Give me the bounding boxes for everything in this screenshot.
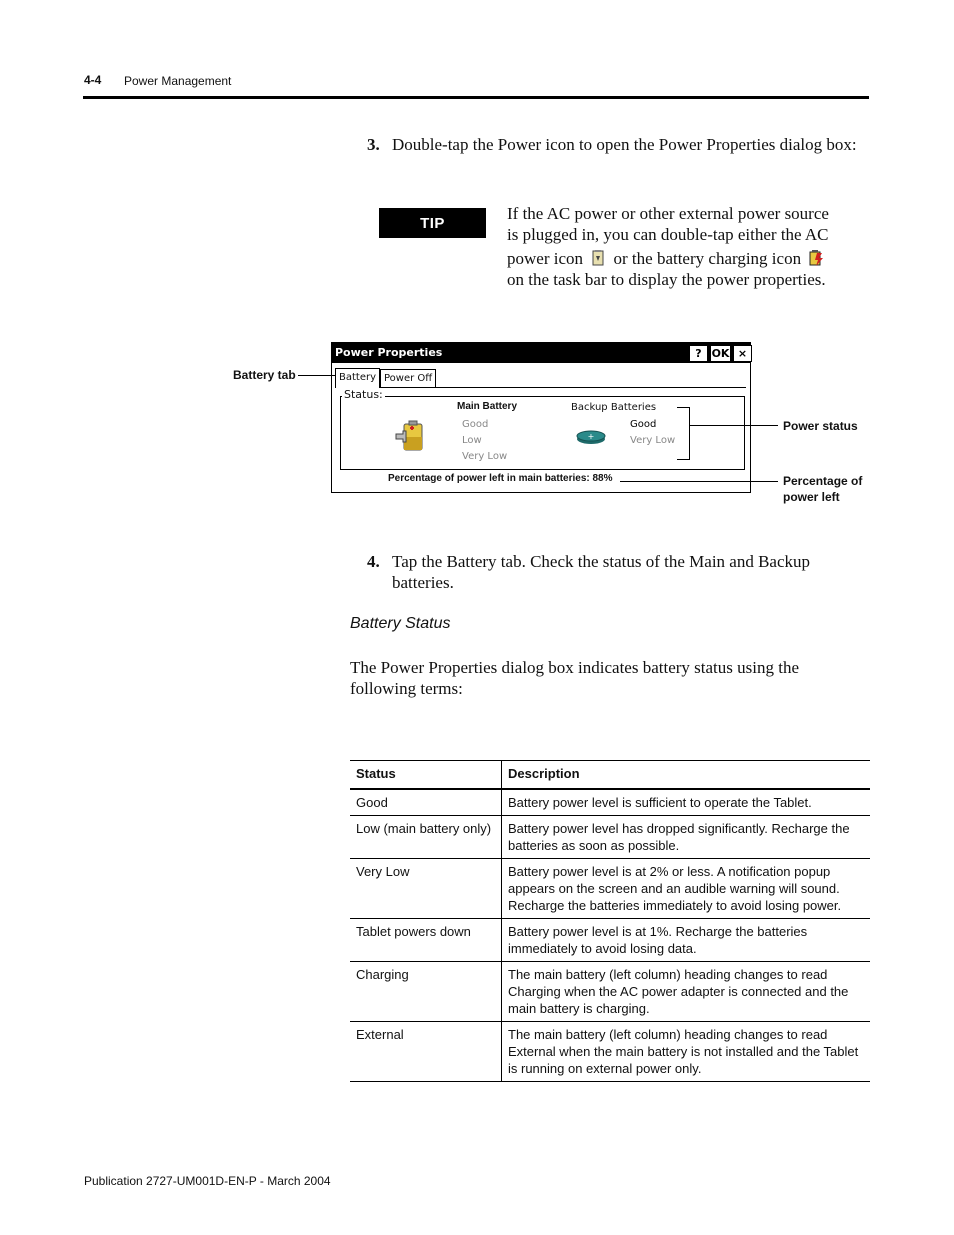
callout-percentage-line-2: power left bbox=[783, 490, 840, 504]
table-header-row bbox=[350, 761, 870, 790]
step-3-text: Double-tap the Power icon to open the Power Properties dialog box: bbox=[392, 135, 857, 154]
publication-footer: Publication 2727-UM001D-EN-P - March 2004 bbox=[84, 1174, 331, 1188]
ac-power-icon bbox=[589, 249, 607, 267]
close-button[interactable]: × bbox=[733, 345, 752, 362]
ok-button[interactable]: OK bbox=[711, 347, 730, 360]
intro-paragraph: The Power Properties dialog box indicates battery status using the following terms: bbox=[350, 658, 799, 698]
table-row bbox=[350, 1022, 870, 1082]
status-cell: Low (main battery only) bbox=[350, 816, 502, 859]
callout-battery-tab-line bbox=[298, 375, 337, 376]
table-row bbox=[350, 962, 870, 1022]
table-row bbox=[350, 919, 870, 962]
description-cell: Battery power level is at 1%. Recharge the batteries immediately to avoid losing data. bbox=[502, 919, 871, 962]
main-level-low: Low bbox=[462, 435, 482, 446]
description-cell: The main battery (left column) heading changes to read Charging when the AC power adapter is connected and the main battery is charging. bbox=[502, 962, 871, 1022]
backup-battery-icon bbox=[576, 429, 606, 449]
callout-percentage bbox=[783, 473, 862, 505]
tab-baseline bbox=[335, 387, 746, 388]
status-cell: External bbox=[350, 1022, 502, 1082]
callout-battery-tab: Battery tab bbox=[233, 368, 296, 382]
description-cell: The main battery (left column) heading changes to read External when the main battery is not installed and the Tablet is running on external power only. bbox=[502, 1022, 871, 1082]
status-cell: Very Low bbox=[350, 859, 502, 919]
main-battery-heading: Main Battery bbox=[457, 401, 518, 412]
power-properties-dialog bbox=[331, 342, 751, 493]
status-cell: Charging bbox=[350, 962, 502, 1022]
table-row bbox=[350, 816, 870, 859]
dialog-title: Power Properties bbox=[332, 343, 750, 363]
header-description: Description bbox=[502, 761, 871, 790]
status-cell: Good bbox=[350, 789, 502, 816]
status-bracket bbox=[677, 407, 690, 460]
tip-text bbox=[507, 203, 869, 290]
tip-label: TIP bbox=[379, 208, 486, 238]
tip-line-1: If the AC power or other external power source bbox=[507, 204, 829, 223]
callout-percentage-line bbox=[620, 481, 778, 482]
status-cell: Tablet powers down bbox=[350, 919, 502, 962]
header-rule bbox=[83, 96, 869, 99]
percentage-text: Percentage of power left in main batteries: 88% bbox=[388, 473, 613, 484]
description-cell: Battery power level is at 2% or less. A notification popup appears on the screen and an audible warning will sound. Recharge the batteries immediately to avoid losing power. bbox=[502, 859, 871, 919]
callout-power-status-line bbox=[690, 425, 778, 426]
tab-power-off[interactable]: Power Off bbox=[380, 369, 436, 387]
description-cell: Battery power level has dropped significantly. Recharge the batteries as soon as possible. bbox=[502, 816, 871, 859]
section-title: Power Management bbox=[124, 74, 232, 88]
table-row bbox=[350, 789, 870, 816]
backup-level-good: Good bbox=[630, 419, 657, 430]
step-3-number: 3. bbox=[367, 135, 380, 154]
page-number: 4-4 bbox=[84, 73, 102, 87]
table-row bbox=[350, 859, 870, 919]
tip-line-3b: or the battery charging icon bbox=[613, 249, 802, 268]
header-status: Status bbox=[350, 761, 502, 790]
backup-batteries-heading: Backup Batteries bbox=[571, 402, 657, 413]
step-4-text: Tap the Battery tab. Check the status of the Main and Backup batteries. bbox=[392, 552, 811, 592]
tip-line-4: on the task bar to display the power properties. bbox=[507, 270, 826, 289]
backup-level-very-low: Very Low bbox=[630, 435, 676, 446]
main-level-very-low: Very Low bbox=[462, 451, 508, 462]
battery-charging-icon bbox=[807, 249, 825, 267]
main-battery-icon bbox=[394, 420, 426, 456]
main-level-good: Good bbox=[462, 419, 489, 430]
help-button[interactable]: ? bbox=[689, 345, 708, 362]
svg-text:+: + bbox=[587, 432, 595, 441]
tab-battery[interactable]: Battery bbox=[335, 368, 380, 388]
tip-line-3 bbox=[507, 248, 869, 269]
status-group-label: Status: bbox=[344, 388, 383, 401]
callout-percentage-line-1: Percentage of bbox=[783, 474, 863, 488]
tip-line-2: is plugged in, you can double-tap either the AC bbox=[507, 225, 829, 244]
step-4-number: 4. bbox=[367, 552, 380, 571]
callout-power-status: Power status bbox=[783, 419, 858, 433]
battery-status-table bbox=[350, 760, 870, 1082]
tip-line-3a: power icon bbox=[507, 249, 584, 268]
description-cell: Battery power level is sufficient to operate the Tablet. bbox=[502, 789, 871, 816]
battery-status-heading: Battery Status bbox=[350, 615, 451, 632]
